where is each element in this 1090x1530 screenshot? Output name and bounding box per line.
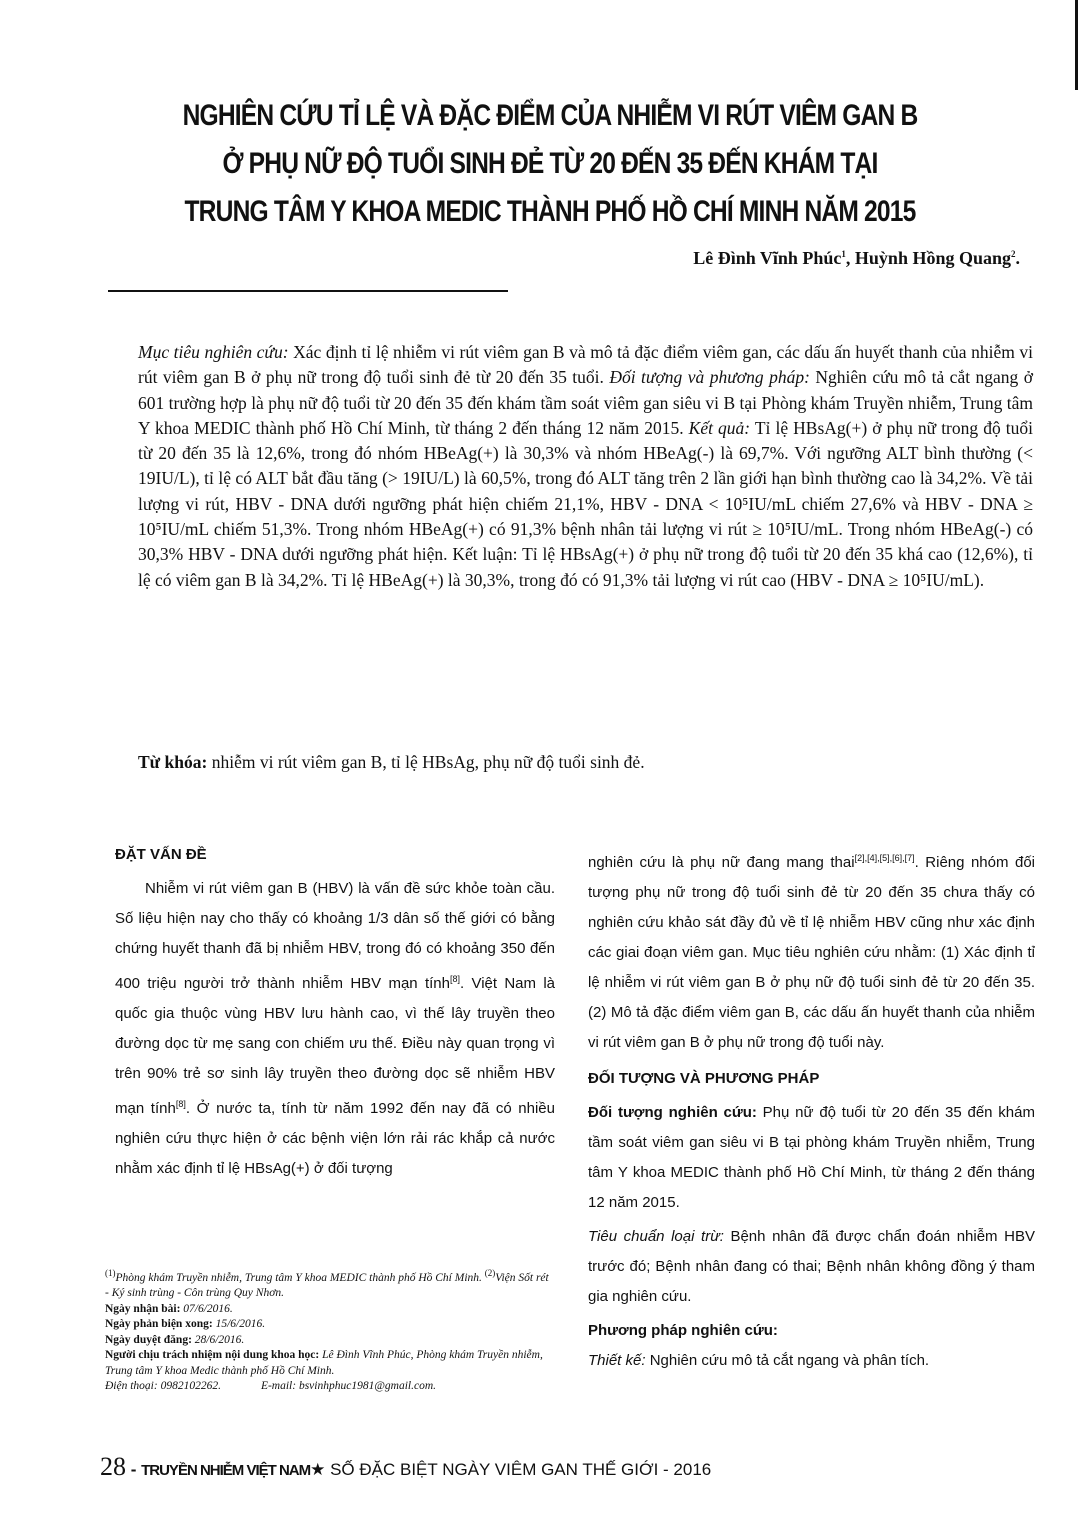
- page-footer: [100, 1452, 711, 1482]
- paragraph: [588, 1316, 1035, 1346]
- label: Thiết kế:: [588, 1352, 646, 1369]
- abstract-text: Tỉ lệ HBsAg(+) ở phụ nữ trong độ tuổi từ 20 đến 35 là 12,6%, trong đó nhóm HBeAg(+) là 30,3% và nhóm HBeAg(-) là 69,7%. Với ngưỡng ALT bình thường (< 19IU/L), tỉ lệ có ALT bắt đầu tăng (> 19IU/L) là 60,5%, trong đó ALT tăng trên 2 lần giới hạn bình thường cao là 34,2%. Về tải lượng vi rút, HBV - DNA dưới ngưỡng phát hiện chiếm 21,1%, HBV - DNA < 10⁵IU/mL chiếm 27,6% và HBV - DNA ≥ 10⁵IU/mL chiếm 51,3%. Trong nhóm HBeAg(+) có 91,3% bệnh nhân tải lượng vi rút ≥ 10⁵IU/mL. Trong nhóm HBeAg(-) có 30,3% HBV - DNA dưới ngưỡng phát hiện. Kết luận: Tỉ lệ HBsAg(+) ở phụ nữ trong độ tuổi từ 20 đến 35 khá cao (12,6%), tỉ lệ có viêm gan B là 34,2%. Tỉ lệ HBeAg(+) là 30,3%, trong đó có 91,3% tải lượng vi rút cao (HBV - DNA ≥ 10⁵IU/mL).: [138, 417, 1033, 590]
- affil-1: 1: [841, 249, 846, 259]
- page-number: 28: [100, 1452, 126, 1481]
- title-line: NGHIÊN CỨU TỈ LỆ VÀ ĐẶC ĐIỂM CỦA NHIỄM VI RÚT VIÊM GAN B: [182, 99, 918, 132]
- sup: (1): [105, 1268, 116, 1278]
- abstract-text: Nghiên cứu mô tả cắt ngang ở 601 trường hợp là phụ nữ độ tuổi từ 20 đến 35 đến khám tầm soát viêm gan siêu vi B tại Phòng khám Truyền nhiễm, Trung tâm Y khoa MEDIC thành phố Hồ Chí Minh, từ tháng 2 đến tháng 12 năm 2015.: [138, 367, 1033, 438]
- sep: ,: [845, 248, 855, 268]
- abstract-label: Kết quả:: [688, 417, 751, 438]
- text: nghiên cứu là phụ nữ đang mang thai: [588, 854, 855, 871]
- author-1: Lê Đình Vĩnh Phúc: [693, 248, 842, 268]
- value: 15/6/2016.: [215, 1318, 266, 1331]
- affil: Viện Sốt rét - Ký sinh trùng - Côn trùng Quy Nhơn.: [105, 1271, 549, 1300]
- section-heading: ĐỐI TƯỢNG VÀ PHƯƠNG PHÁP: [588, 1070, 820, 1087]
- keywords: [138, 752, 1033, 773]
- title-line: TRUNG TÂM Y KHOA MEDIC THÀNH PHỐ HỒ CHÍ MINH NĂM 2015: [184, 195, 916, 228]
- text: Nhiễm vi rút viêm gan B (HBV) là vấn đề sức khỏe toàn cầu. Số liệu hiện nay cho thấy có khoảng 1/3 dân số thế giới có bằng chứng huyết thanh đã bị nhiễm HBV, trong đó có khoảng 350 đến 400 triệu người trở thành nhiễm HBV mạn tính: [115, 880, 555, 992]
- paragraph: [588, 1098, 1035, 1218]
- sup: (2): [484, 1268, 496, 1278]
- accepted: [105, 1333, 550, 1349]
- affiliations: [105, 1266, 550, 1302]
- title-line: Ở PHỤ NỮ ĐỘ TUỔI SINH ĐẺ TỪ 20 ĐẾN 35 ĐẾN KHÁM TẠI: [222, 147, 878, 180]
- label: Đối tượng nghiên cứu:: [588, 1104, 757, 1121]
- citation: [8]: [175, 1099, 186, 1109]
- end: .: [1015, 248, 1020, 268]
- value: 28/6/2016.: [194, 1333, 245, 1346]
- abstract-text: Xác định tỉ lệ nhiễm vi rút viêm gan B và mô tả đặc điểm viêm gan, các dấu ấn huyết thanh của nhiễm vi rút viêm gan B ở phụ nữ trong độ tuổi sinh đẻ từ 20 đến 35 tuổi.: [138, 342, 1034, 388]
- phone: Điện thoại: 0982102262.: [105, 1380, 221, 1393]
- paragraph: [588, 1222, 1035, 1312]
- article-title: [181, 92, 919, 236]
- responsible: [105, 1348, 550, 1379]
- label: Tiêu chuẩn loại trừ:: [588, 1228, 724, 1245]
- label: Ngày duyệt đăng:: [105, 1333, 195, 1346]
- text: . Việt Nam là quốc gia thuộc vùng HBV lưu hành cao, vì thế lây truyền theo đường dọc từ mẹ sang con chiếm ưu thế. Điều này quan trọng vì trên 90% trẻ sơ sinh lây truyền theo đường dọc sẽ nhiễm HBV mạn tính: [115, 975, 556, 1117]
- label: Người chịu trách nhiệm nội dung khoa học:: [105, 1349, 323, 1362]
- divider: [108, 290, 508, 292]
- author-2: Huỳnh Hồng Quang: [854, 248, 1011, 268]
- citation: [2],[4],[5],[6],[7]: [854, 853, 915, 863]
- abstract: [138, 340, 1033, 593]
- label: Ngày nhận bài:: [105, 1302, 184, 1315]
- abstract-label: Mục tiêu nghiên cứu:: [138, 342, 289, 362]
- label: Ngày phản biện xong:: [105, 1318, 216, 1331]
- received: [105, 1302, 550, 1318]
- left-column: [115, 840, 555, 1184]
- authors: [693, 248, 1020, 269]
- text: Bệnh nhân đã được chẩn đoán nhiễm HBV trước đó; Bệnh nhân đang có thai; Bệnh nhân không đồng ý tham gia nghiên cứu.: [588, 1228, 1035, 1305]
- paragraph: [588, 843, 1035, 1058]
- star-icon: ★: [310, 1460, 326, 1479]
- paragraph: [588, 1346, 1035, 1376]
- affil-2: 2: [1011, 249, 1016, 259]
- text: . Riêng nhóm đối tượng phụ nữ trong độ tuổi sinh đẻ từ 20 đến 35 chưa thấy có nghiên cứu khảo sát đầy đủ về tỉ lệ nhiễm HBV cũng như xác định các giai đoạn viêm gan. Mục tiêu nghiên cứu nhằm: (1) Xác định tỉ lệ nhiễm vi rút viêm gan B ở phụ nữ độ tuổi sinh đẻ từ 20 đến 35. (2) Mô tả đặc điểm viêm gan B, các dấu ấn huyết thanh của nhiễm vi rút viêm gan B ở phụ nữ trong độ tuổi này.: [588, 854, 1035, 1051]
- value: 07/6/2016.: [183, 1302, 233, 1315]
- abstract-label: Đối tượng và phương pháp:: [609, 367, 810, 388]
- reviewed: [105, 1317, 550, 1333]
- keywords-text: nhiễm vi rút viêm gan B, tỉ lệ HBsAg, phụ nữ độ tuổi sinh đẻ.: [207, 752, 645, 772]
- scan-edge: [1075, 0, 1078, 90]
- affil: Phòng khám Truyền nhiễm, Trung tâm Y khoa MEDIC thành phố Hồ Chí Minh.: [115, 1271, 485, 1284]
- text: Nghiên cứu mô tả cắt ngang và phân tích.: [645, 1352, 930, 1369]
- dash: -: [126, 1460, 142, 1479]
- email: E-mail: bsvinhphuc1981@gmail.com.: [260, 1380, 437, 1393]
- citation: [8]: [449, 974, 460, 984]
- value: Lê Đình Vĩnh Phúc, Phòng khám Truyền nhiễm, Trung tâm Y khoa Medic thành phố Hồ Chí Minh.: [105, 1349, 543, 1377]
- section-heading: ĐẶT VẤN ĐỀ: [115, 846, 207, 863]
- contact: [105, 1379, 550, 1395]
- footnotes: [105, 1266, 550, 1395]
- keywords-label: Từ khóa:: [138, 752, 208, 772]
- right-column: [588, 843, 1035, 1376]
- text: Phụ nữ độ tuổi từ 20 đến 35 đến khám tầm soát viêm gan siêu vi B tại phòng khám Truyền nhiễm, Trung tâm Y khoa MEDIC thành phố Hồ Chí Minh, từ tháng 2 đến tháng 12 năm 2015.: [588, 1104, 1035, 1211]
- journal-name: TRUYỀN NHIỄM VIỆT NAM: [141, 1462, 311, 1479]
- paragraph: [115, 874, 555, 1184]
- subheading: Phương pháp nghiên cứu:: [588, 1322, 778, 1339]
- text: . Ở nước ta, tính từ năm 1992 đến nay đã có nhiều nghiên cứu thực hiện ở các bệnh viện lớn rải rác khắp cả nước nhằm xác định tỉ lệ HBsAg(+) ở đối tượng: [115, 1100, 555, 1177]
- issue-name: SỐ ĐẶC BIỆT NGÀY VIÊM GAN THẾ GIỚI - 2016: [325, 1460, 712, 1479]
